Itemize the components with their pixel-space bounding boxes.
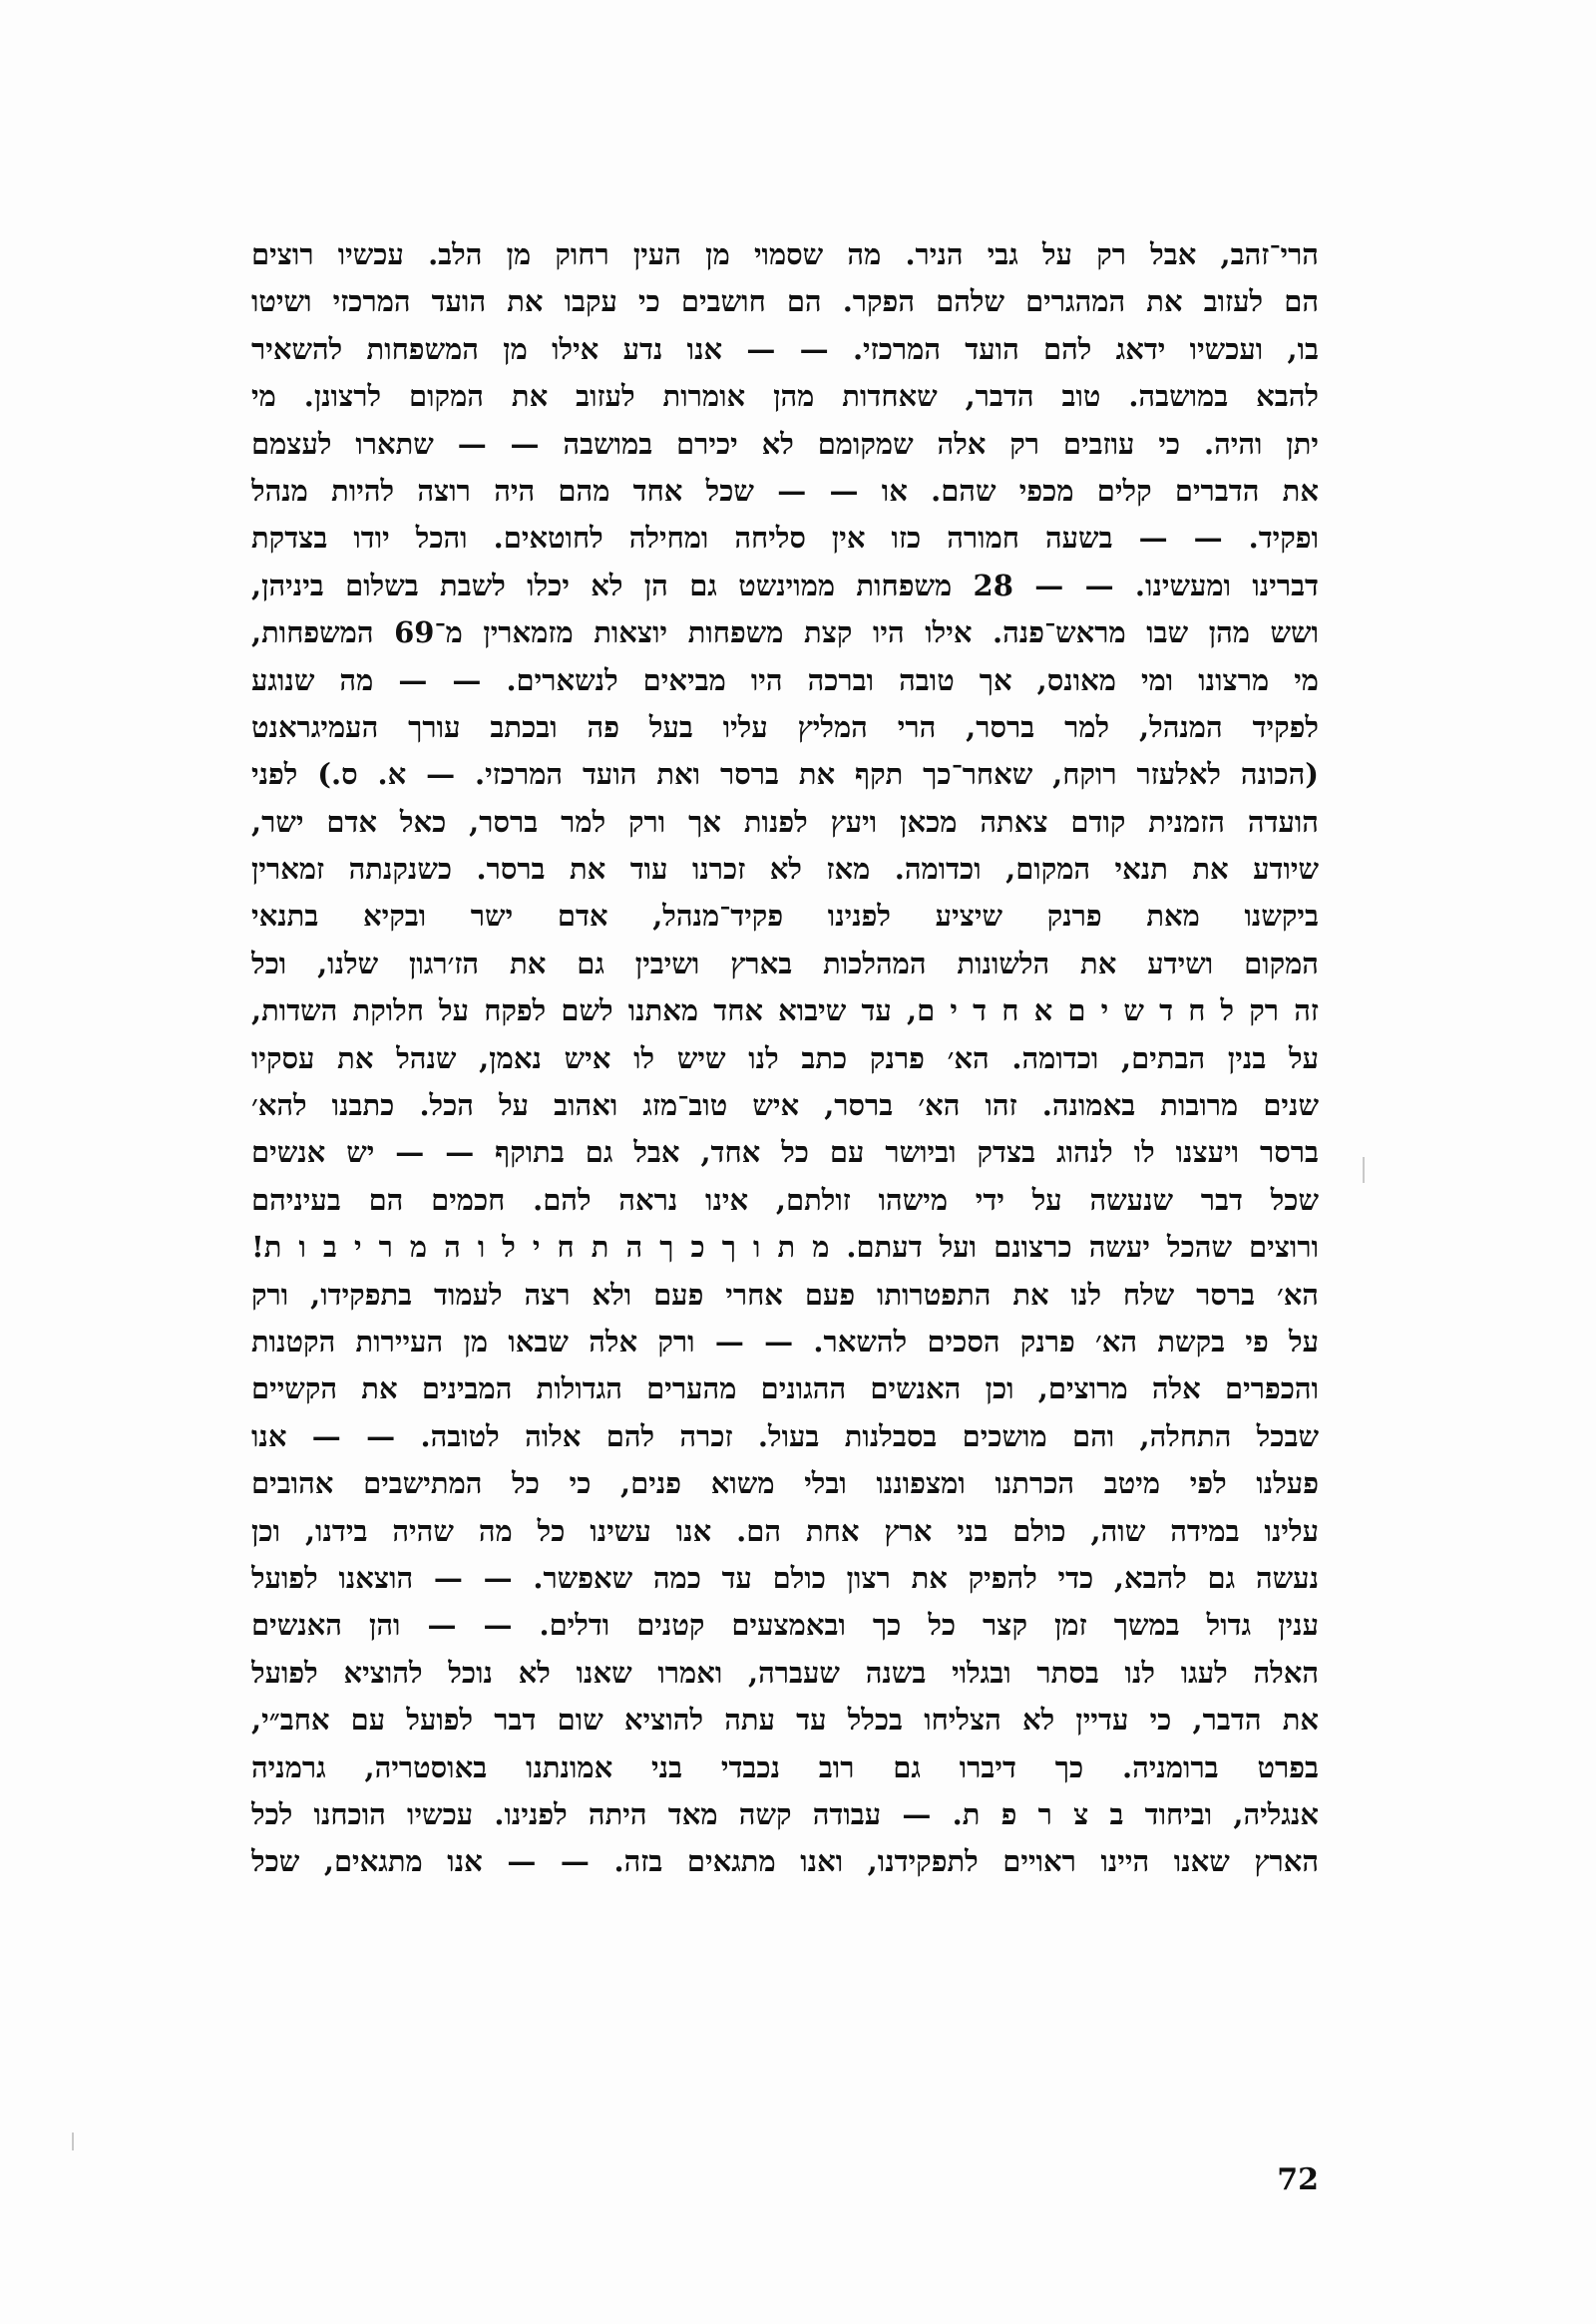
text-line: הא׳ ברסר שלח לנו את התפטרותו פעם אחרי פעם ולא רצה לעמוד בתפקידו, ורק [251,1277,1319,1312]
text-line: בו, ועכשיו ידאג להם הועד המרכזי. — — אנו נדע אילו מן המשפחות להשאיר [251,331,1319,366]
text-line: לפקיד המנהל, למר ברסר, הרי המליץ עליו בעל פה ובכתב עורך העמיגראנט [251,709,1319,744]
page-number: 72 [1277,2162,1319,2197]
text-line: הועדה הזמנית קודם צאתה מכאן ויעץ לפנות אך ורק למר ברסר, כאל אדם ישר, [251,804,1319,839]
text-line: פעלנו לפי מיטב הכרתנו ומצפוננו ובלי משוא פנים, כי כל המתישבים אהובים [251,1466,1319,1501]
text-line: ושש מהן שבו מראש־פנה. אילו היו קצת משפחות יוצאות מזמארין מ־69 המשפחות, [251,615,1319,650]
text-line: ענין גדול במשך זמן קצר כל כך ובאמצעים קטנים ודלים. — — והן האנשים [251,1608,1319,1643]
text-line: אנגליה, וביחוד ב צ ר פ ת. — עבודה קשה מאד היתה לפנינו. עכשיו הוכחנו לכל [251,1796,1319,1831]
text-line: על בנין הבתים, וכדומה. הא׳ פרנק כתב לנו שיש לו איש נאמן, שנהל את עסקיו [251,1040,1319,1075]
text-line: עלינו במידה שוה, כולם בני ארץ אחת הם. אנו עשינו כל מה שהיה בידנו, וכן [251,1513,1319,1548]
text-line: יתן והיה. כי עוזבים רק אלה שמקומם לא יכירם במושבה — — שתארו לעצמם [251,426,1319,461]
text-line: והכפרים אלה מרוצים, וכן האנשים ההגונים מהערים הגדולות המבינים את הקשיים [251,1371,1319,1406]
text-line: שנים מרובות באמונה. זהו הא׳ ברסר, איש טוב־מזג ואהוב על הכל. כתבנו להא׳ [251,1088,1319,1123]
text-line: מי מרצונו ומי מאונס, אך טובה וברכה היו מביאים לנשארים. — — מה שנוגע [251,662,1319,697]
text-line: שיודע את תנאי המקום, וכדומה. מאז לא זכרנו עוד את ברסר. כשנקנתה זמארין [251,852,1319,887]
scan-speck [72,2132,74,2150]
text-line: שכל דבר שנעשה על ידי מישהו זולתם, אינו נראה להם. חכמים הם בעיניהם [251,1182,1319,1217]
scan-speck [1363,1157,1365,1183]
text-line: על פי בקשת הא׳ פרנק הסכים להשאר. — — ורק אלה שבאו מן העיירות הקטנות [251,1324,1319,1358]
text-line: שבכל התחלה, והם מושכים בסבלנות בעול. זכרה להם אלוה לטובה. — — אנו [251,1418,1319,1453]
text-line: ברסר ויעצנו לו לנהוג בצדק וביושר עם כל אחד, אבל גם בתוקף — — יש אנשים [251,1135,1319,1170]
text-line: האלה לעגו לנו בסתר ובגלוי בשנה שעברה, ואמרו שאנו לא נוכל להוציא לפועל [251,1655,1319,1690]
text-line: הרי־זהב, אבל רק על גבי הניר. מה שסמוי מן העין רחוק מן הלב. עכשיו רוצים [251,237,1319,271]
body-text [251,231,1319,1886]
text-line: את הדבר, כי עדיין לא הצליחו בכלל עד עתה להוציא שום דבר לפועל עם אחב״י, [251,1703,1319,1738]
text-line: זה רק ל ח ד ש י ם א ח ד י ם, עד שיבוא אחד מאתנו לשם לפקח על חלוקת השדות, [251,993,1319,1028]
text-line: הארץ שאנו היינו ראויים לתפקידנו, ואנו מתגאים בזה. — — אנו מתגאים, שכל [251,1844,1319,1879]
text-line: בפרט ברומניה. כך דיברו גם רוב נכבדי בני אמונתנו באוסטריה, גרמניה [251,1749,1319,1784]
text-line: ופקיד. — — בשעה חמורה כזו אין סליחה ומחילה לחוטאים. והכל יודו בצדקת [251,521,1319,556]
text-line: את הדברים קלים מכפי שהם. או — — שכל אחד מהם היה רוצה להיות מנהל [251,473,1319,508]
text-line: דברינו ומעשינו. — — 28 משפחות ממוינשט גם הן לא יכלו לשבת בשלום ביניהן, [251,568,1319,602]
text-line: נעשה גם להבא, כדי להפיק את רצון כולם עד כמה שאפשר. — — הוצאנו לפועל [251,1560,1319,1595]
text-line: להבא במושבה. טוב הדבר, שאחדות מהן אומרות לעזוב את המקום לרצונן. מי [251,379,1319,414]
text-line: (הכונה לאלעזר רוקח, שאחר־כך תקף את ברסר ואת הועד המרכזי. — א. ס.) לפני [251,757,1319,792]
text-line: ורוצים שהכל יעשה כרצונם ועל דעתם. מ ת ו ך כ ך ה ת ח י ל ו ה מ ר י ב ו ת! [251,1230,1319,1265]
text-line: הם לעזוב את המהגרים שלהם הפקר. הם חושבים כי עקבו את הועד המרכזי ושיטו [251,284,1319,319]
text-line: המקום ושידע את הלשונות המהלכות בארץ ושיבין גם את הז׳רגון שלנו, וכל [251,946,1319,980]
text-line: ביקשנו מאת פרנק שיציע לפנינו פקיד־מנהל, אדם ישר ובקיא בתנאי [251,899,1319,934]
